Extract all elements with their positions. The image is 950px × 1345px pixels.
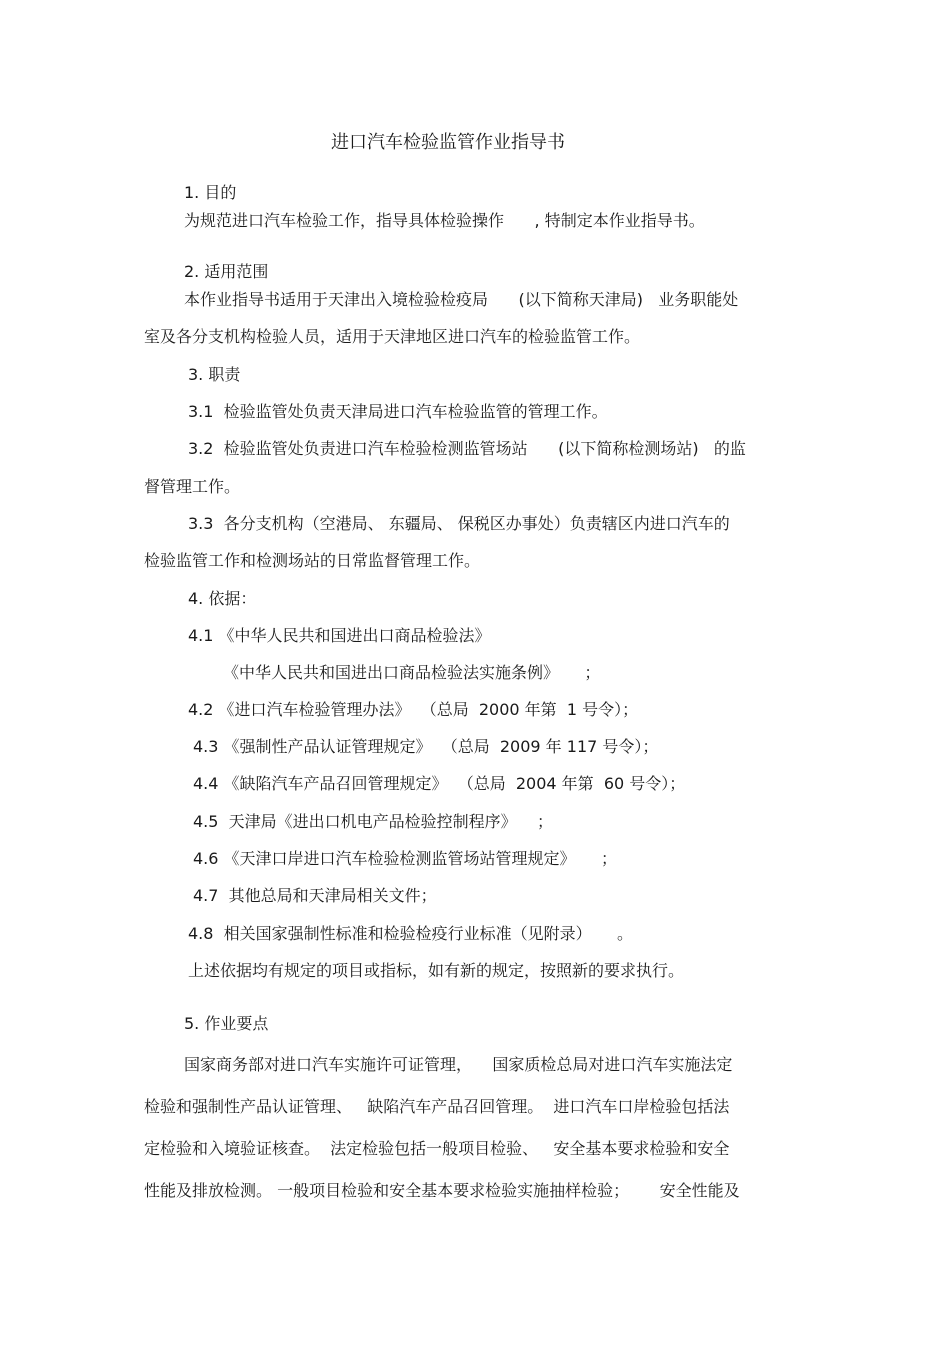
paragraph-line: 室及各分支机构检验人员，适用于天津地区进口汽车的检验监管工作。 (144, 327, 641, 346)
paragraph-line: 定检验和入境验证核查。 法定检验包括一般项目检验、 安全基本要求检验和安全 (144, 1139, 730, 1158)
list-item: 4.8 相关国家强制性标准和检验检疫行业标准（见附录） 。 (188, 924, 634, 943)
paragraph-line: 督管理工作。 (144, 477, 241, 496)
list-item: 4.6 《天津口岸进口汽车检验检测监管场站管理规定》 ； (193, 849, 617, 868)
section-heading-scope: 2. 适用范围 (184, 262, 269, 281)
list-item: 4.5 天津局《进出口机电产品检验控制程序》 ； (193, 812, 553, 831)
list-item: 4.1 《中华人民共和国进出口商品检验法》 (188, 626, 491, 645)
list-item: 3.3 各分支机构（空港局、 东疆局、 保税区办事处）负责辖区内进口汽车的 (188, 514, 730, 533)
section-heading-purpose: 1. 目的 (184, 183, 237, 202)
list-item: 4.2 《进口汽车检验管理办法》 （总局 2000 年第 1 号令）； (188, 700, 639, 719)
list-item: 3.2 检验监管处负责进口汽车检验检测监管场站 (以下简称检测场站) 的监 (188, 439, 746, 458)
list-item: 3.1 检验监管处负责天津局进口汽车检验监管的管理工作。 (188, 402, 608, 421)
paragraph-line: 检验监管工作和检测场站的日常监督管理工作。 (144, 551, 481, 570)
paragraph-line: 检验和强制性产品认证管理、 缺陷汽车产品召回管理。 进口汽车口岸检验包括法 (144, 1097, 730, 1116)
section-heading-key-points: 5. 作业要点 (184, 1014, 269, 1033)
section-heading-duties: 3. 职责 (188, 365, 241, 384)
document-title: 进口汽车检验监管作业指导书 (331, 132, 565, 153)
paragraph-line: 国家商务部对进口汽车实施许可证管理， 国家质检总局对进口汽车实施法定 (184, 1055, 733, 1074)
list-item: 4.3 《强制性产品认证管理规定》 （总局 2009 年 117 号令）； (193, 737, 659, 756)
list-item: 《中华人民共和国进出口商品检验法实施条例》 ； (223, 663, 601, 682)
list-item: 4.7 其他总局和天津局相关文件； (193, 886, 437, 905)
paragraph-line: 上述依据均有规定的项目或指标，如有新的规定，按照新的要求执行。 (188, 961, 685, 980)
paragraph-line: 性能及排放检测。 一般项目检验和安全基本要求检验实施抽样检验； 安全性能及 (144, 1181, 740, 1200)
section-heading-basis: 4. 依据： (188, 589, 257, 608)
list-item: 4.4 《缺陷汽车产品召回管理规定》 （总局 2004 年第 60 号令）； (193, 774, 686, 793)
paragraph-line: 为规范进口汽车检验工作，指导具体检验操作 , 特制定本作业指导书。 (184, 211, 705, 230)
paragraph-line: 本作业指导书适用于天津出入境检验检疫局 (以下简称天津局) 业务职能处 (184, 290, 739, 309)
